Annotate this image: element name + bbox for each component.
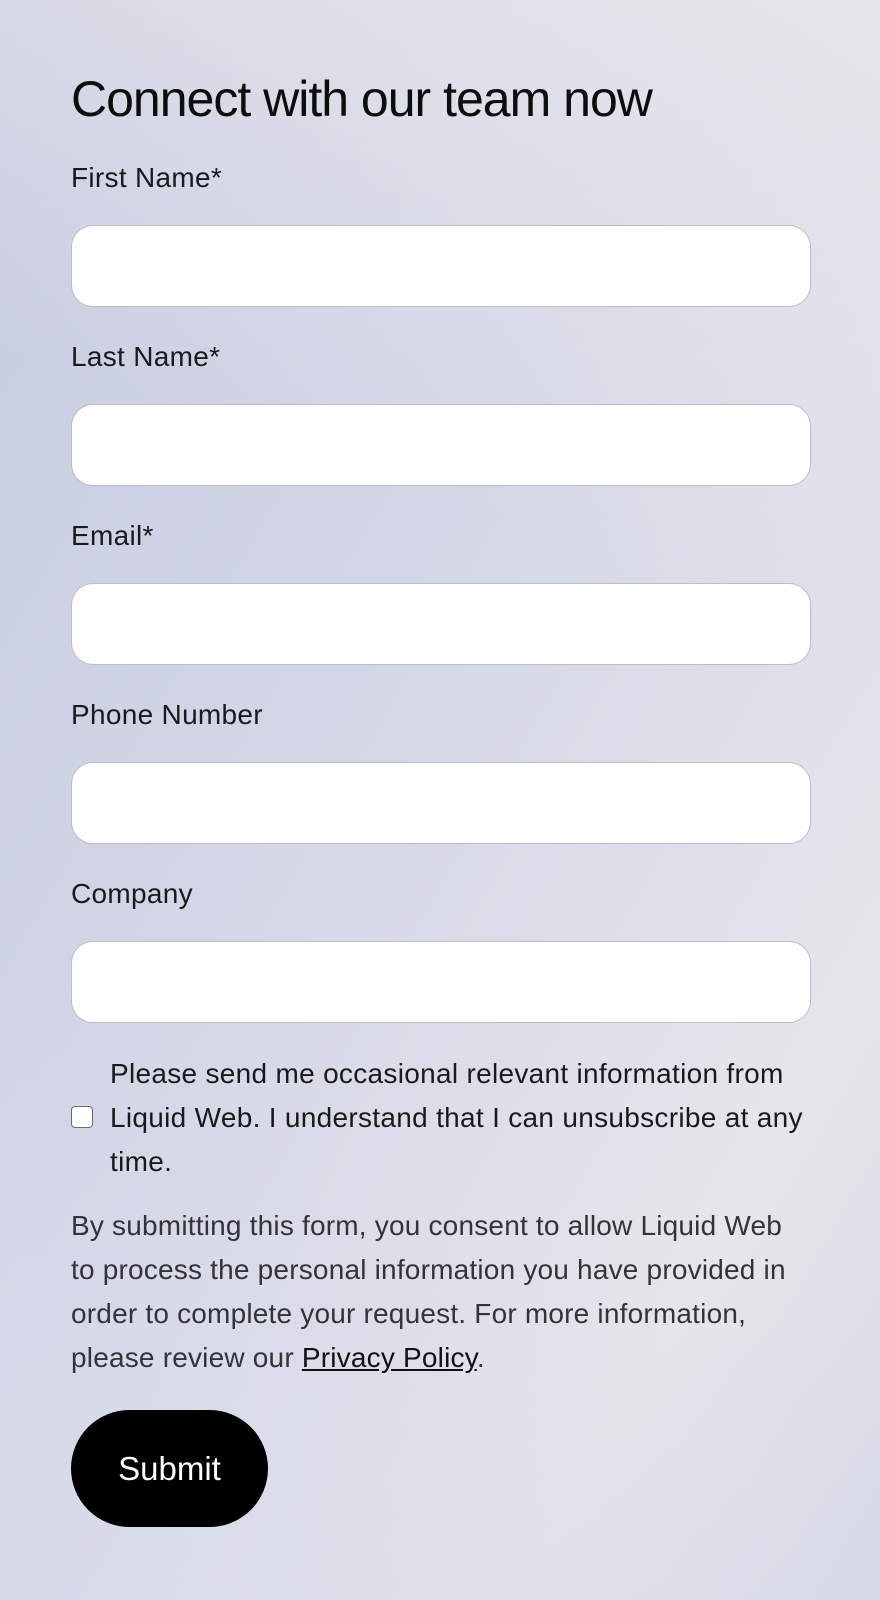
privacy-policy-link[interactable]: Privacy Policy	[301, 1342, 477, 1373]
last-name-input[interactable]	[71, 404, 811, 486]
privacy-disclaimer	[71, 1204, 811, 1380]
company-input[interactable]	[71, 941, 811, 1023]
marketing-consent	[71, 1052, 811, 1186]
company-label: Company	[71, 878, 193, 909]
email-input[interactable]	[71, 583, 811, 665]
first-name-input[interactable]	[71, 225, 811, 307]
first-name-label: First Name*	[71, 162, 223, 193]
form-title: Connect with our team now	[71, 71, 652, 127]
email-label: Email*	[71, 520, 154, 551]
marketing-consent-label: Please send me occasional relevant information from Liquid Web. I understand that I can unsubscribe at any time.	[110, 1058, 803, 1177]
privacy-disclaimer-text: By submitting this form, you consent to allow Liquid Web to process the personal information you have provided in order to complete your request. For more information, please review our	[71, 1210, 786, 1373]
phone-number-input[interactable]	[71, 762, 811, 844]
submit-button[interactable]: Submit	[71, 1410, 268, 1527]
last-name-label: Last Name*	[71, 341, 221, 372]
phone-number-label: Phone Number	[71, 699, 263, 730]
marketing-consent-checkbox[interactable]	[71, 1106, 93, 1128]
privacy-disclaimer-suffix: .	[476, 1342, 485, 1373]
